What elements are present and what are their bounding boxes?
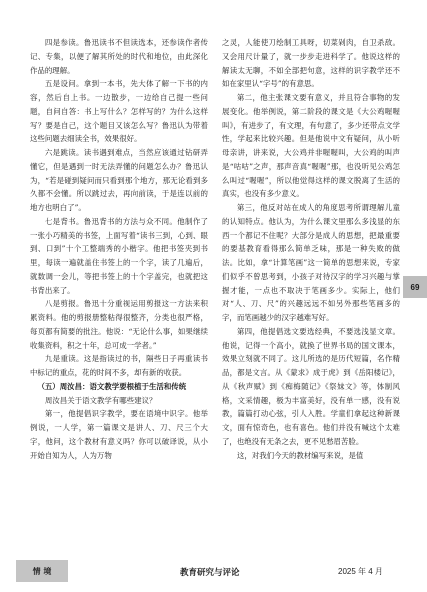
page-footer bbox=[0, 560, 427, 582]
left-column bbox=[30, 36, 208, 462]
paragraph: 九是重读。这是指读过的书，隔些日子再重读书中标记的重点，花的时间不多，却有新的收获。 bbox=[30, 354, 208, 377]
paragraph: 第四，他提倡选文要选经典，不要选浅显文章。他说，记得一个高小，就换了世界书局的国文课本，效果立刻就不同了。这儿所选的是历代短篇，名作精品，都是文言。从《蒙求》成于虎》到《岳阳楼记》，从《秋声赋》到《痴梅随记》《祭妹文》等，体制风格，文采情趣，极为丰富美好，没有单一感，没有说教，篇篇打动心弦，引人入胜。学童们拿起这种新课文，面有惊奇色，也有喜色。他们并没有喊这个太难了，也绝没有无条之去，更不见愁眉苦脸。 bbox=[222, 326, 400, 446]
page-number-tab bbox=[403, 276, 427, 298]
footer-date: 2025 年 4 月 bbox=[338, 567, 383, 576]
section-question: 周汝昌关于语文教学有哪些建议？ bbox=[44, 395, 157, 405]
paragraph: 之灵，人能使刀绘制工具呀，切菜剁肉，自卫杀敌。又会用尺计量了，就一步步走进科学了。他说这样的解读太无聊，不如全部把句意，这样的识字教学还不如在家里认“字号”的有意思。 bbox=[222, 38, 400, 89]
paragraph: 这，对我们今天的教材编写来说，是值 bbox=[236, 450, 364, 460]
right-column bbox=[222, 36, 400, 462]
section-subheading: （五）周汝昌：语文教学要根植于生活和传统 bbox=[37, 381, 187, 391]
paragraph: 五是设问。拿到一本书，先大体了解一下书的内容，然后自上书。一边散步，一边给自己提一些问题，自问自答：书上写什么？怎样写的？为什么这样写？要是自己，这个题目又该怎么写？鲁迅认为带着这些问题去细读全书，效果很好。 bbox=[30, 79, 208, 144]
paragraph: 七是背书。鲁迅背书的方法与众不同。他制作了一张小巧精美的书签，上面写着“读书三到，心到、眼到、口到”十个工整端秀的小楷字。他把书签夹到书里，每读一遍就盖住书签上的一个字，读了几遍后，就数调一会儿，等把书签上的十个字盖完，也就把这书背出来了。 bbox=[30, 216, 208, 295]
footer-journal-title: 教育研究与评论 bbox=[180, 568, 240, 578]
footer-section-label: 情 境 bbox=[32, 566, 52, 576]
paragraph: 第一，他提倡识字教学，要在语境中识字。他举例说，一人学，第一篇课文是讲人、刀、尺三个大字，他问，这个教材有意义吗？你可以破译说，从小开始自知为人，人为万物 bbox=[30, 409, 208, 460]
page-number: 69 bbox=[410, 282, 420, 292]
paragraph: 第三，他反对站在成人的角度思考所谓理解儿童的认知特点。他认为，为什么课文里那么多浅显的东西一个都记不住呢？大部分是成人的思想，把最重要的要基教育看得那么简单乏味，那是一种失败的做法。比如，拿“计算笔画”这一简单的思想来说，专家们似乎不曾思考到，小孩子对待汉字的学习兴趣与掌握才能，一点也不取决于笔画多少。实际上，他们对“人、刀、尺”的兴趣远远不如另外那些笔画多的字，而笔画越少的汉字越难写好。 bbox=[222, 203, 400, 322]
paragraph: 第二，他主张课文要有意义，并且符合事物的发展变化。他举例说，第二阶段的课文是《大公鸡喔喔叫》，有进步了，有文理，有句意了，多少还带点文学性，学起来比较兴趣。但是他说中文有疑问，从小听母亲讲，讲来说，大公鸡并非喔喔叫，大公鸡的叫声是“咕咕”之声，那声音真“喔喔”那，也没听见公鸡怎么叫过“喔喔”，所以他觉得这样的课文脱离了生活的真实，也没有多少意义。 bbox=[222, 93, 400, 199]
footer-section-tab bbox=[16, 560, 68, 582]
paragraph: 八是剪报。鲁迅十分重视运用剪报这一方法来积累资料。他的剪报册整粘得很整齐，分类也很严格，每页都有简要的批注。他说：“无论什么事，如果继续收集资料，积之十年，总可成一学者。” bbox=[30, 299, 208, 350]
paragraph: 六是跳读。读书遇到难点，当然应该通过钻研弄懂它，但是遇到一时无法弄懂的问题怎么办？鲁迅认为，“若是碰到疑问而只看到那个地方，那无论看到多久都不会懂。所以跳过去，再向前读，于是连以前的地方也明白了”。 bbox=[30, 148, 208, 212]
paragraph: 四是参读。鲁迅读书不但读选本，还参读作者传记、专集，以便了解其所处的时代和地位，由此深化作品的理解。 bbox=[30, 38, 208, 75]
